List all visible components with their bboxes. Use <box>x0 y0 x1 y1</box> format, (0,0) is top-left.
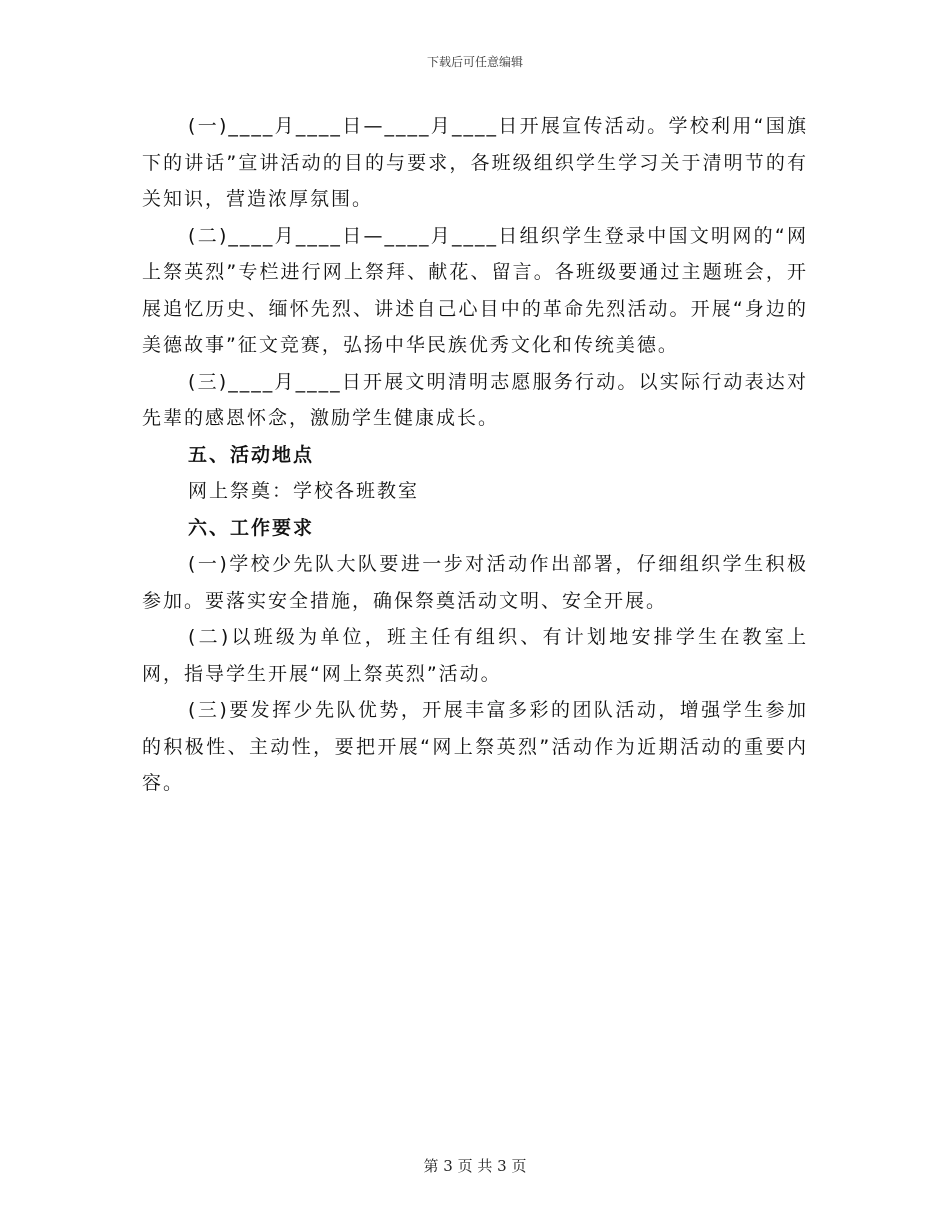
page-footer: 第 3 页 共 3 页 <box>423 1157 527 1175</box>
paragraph-online-tribute: (二)____月____日—____月____日组织学生登录中国文明网的“网上祭英烈”专栏进行网上祭拜、献花、留言。各班级要通过主题班会，开展追忆历史、缅怀先烈、讲述自己心目中的革命先烈活动。开展“身边的美德故事”征文竞赛，弘扬中华民族优秀文化和传统美德。 <box>142 224 808 356</box>
paragraph-promotion: (一)____月____日—____月____日开展宣传活动。学校利用“国旗下的讲话”宣讲活动的目的与要求，各班级组织学生学习关于清明节的有关知识，营造浓厚氛围。 <box>142 115 808 210</box>
paragraph-requirement-1: (一)学校少先队大队要进一步对活动作出部署，仔细组织学生积极参加。要落实安全措施，确保祭奠活动文明、安全开展。 <box>142 553 808 612</box>
section-heading-requirements: 六、工作要求 <box>188 516 315 539</box>
section-heading-location: 五、活动地点 <box>188 443 315 466</box>
document-body <box>142 108 808 802</box>
paragraph-requirement-3: (三)要发挥少先队优势，开展丰富多彩的团队活动，增强学生参加的积极性、主动性，要把开展“网上祭英烈”活动作为近期活动的重要内容。 <box>142 699 808 794</box>
paragraph-location: 网上祭奠：学校各班教室 <box>188 480 420 502</box>
paragraph-volunteer: (三)____月____日开展文明清明志愿服务行动。以实际行动表达对先辈的感恩怀念，激励学生健康成长。 <box>142 370 808 429</box>
paragraph-requirement-2: (二)以班级为单位，班主任有组织、有计划地安排学生在教室上网，指导学生开展“网上祭英烈”活动。 <box>142 626 808 685</box>
page-header: 下载后可任意编辑 <box>426 55 523 69</box>
